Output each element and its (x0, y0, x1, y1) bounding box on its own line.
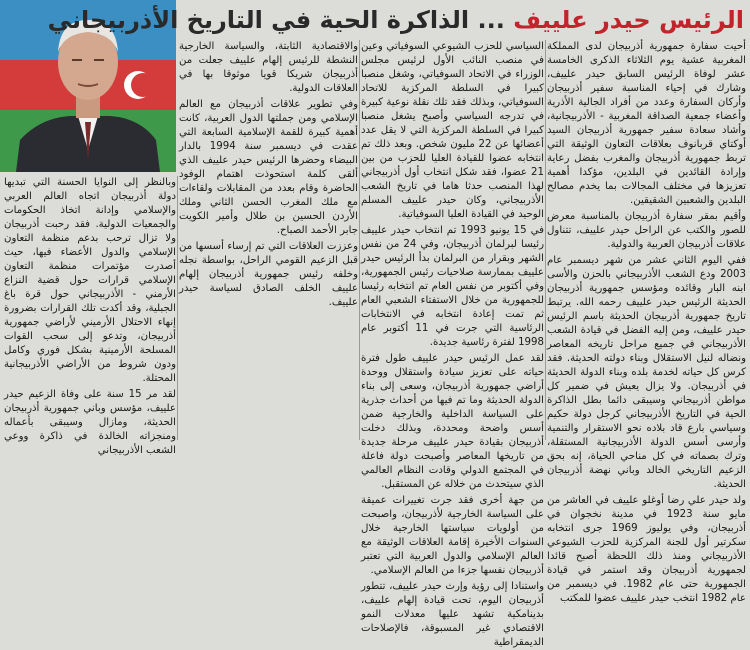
paragraph: وعززت العلاقات التي تم إرساء أسسها من قبل الزعيم القومي الراحل، بواسطة نجله وخلفه رئيس جمهورية أذربيجان إلهام علييف الخلف الصادق لسياسة حيدر علييف. (179, 241, 358, 308)
paragraph: واستنادا إلى رؤية وإرث حيدر علييف، تتطور أذربيجان اليوم، تحت قيادة إلهام علييف، بدينامكية تشهد عليها معدلات النمو الاقتصادي غير المسبوقة، فالإصلاحات الديمقراطية (361, 581, 544, 648)
paragraph: أحيت سفارة جمهورية أذربيجان لدى المملكة المغربية عشية يوم الثلاثاء الذكرى الخامسة عشر لوفاة الرئيس السابق حيدر علييف، وشارك في إحياء المناسبة سفير أذربيجان وأركان السفارة وعدد من أفراد الجالية الأذرية وأعضاء جمعية الصداقة المغربية - الأذربيجانية، وأشاد سعادة سفير جمهورية أذربيجان السيد أوكتاي قربانوف بعلاقات التعاون الوثيقة التي تربط جمهورية أذربيجان والمغرب بفضل رعاية وإرادة القائدين في البلدين، مؤكدا أهمية تعزيزها في مختلف المجالات بما يخدم مصالح البلدين والشعبين الشقيقين. (547, 41, 746, 206)
paragraph: وبالنظر إلى النوايا الحسنة التي تبديها دولة أذربيجان اتجاه العالم العربي والإسلامي وإدانة اتخاذ الحكومات والجمعيات الدولية. فقد رحبت أذربيجان ولا تزال ترحب بدعم منظمة التعاون الإسلامي والدول الأعضاء فيها، حيث أصدرت مؤتمرات منظمة التعاون الإسلامي قرارات حول قضية النزاع الأرمني - الأذربيجاني حول قرة باغ الجبلية، وقد أكدت تلك القرارات بضرورة إنهاء الاحتلال الأرميني لأراضي جمهورية أذربيجان، وتدعو إلى سحب القوات المسلحة الأرمينية بشكل فوري وكامل ودون شروط من الأراضي الأذربيجانية المحتلة. (4, 177, 176, 384)
paragraph: في 15 يونيو 1993 تم انتخاب حيدر علييف رئيسا لبرلمان أذربيجان، وفي 24 من نفس الشهر وبقرار من البرلمان بدأ الرئيس حيدر علييف بممارسة صلاحيات رئيس الجمهورية، وفي أكتوبر من نفس العام تم انتخابه رئيسا للجمهورية من خلال الاستفتاء الشعبي العام ثم تمت إعادة انتخابه في الانتخابات الرئاسية التي جرت في 11 أكتوبر عام 1998 لفترة رئاسية جديدة. (361, 225, 544, 348)
paragraph: ولد حيدر علي رضا أوغلو علييف في العاشر من مايو سنة 1923 في مدينة نخجوان في أذربيجان، وفي يوليوز 1969 جرى انتخابه سكرتير أول للجنة المركزية للحزب الشيوعي الأذربيجاني ومنذ ذلك اللحظة أصبح قائدا لجمهورية أذربيجان وقد استمر في قيادة الجمهورية حتى عام 1982. في ديسمبر من عام 1982 انتخب حيدر علييف عضوا للمكتب (547, 495, 746, 604)
column-divider (359, 40, 360, 440)
paragraph: لقد مر 15 سنة على وفاة الزعيم حيدر علييف، مؤسس وباني جمهورية أذربيجان الحديثة، ومازال وسيبقى بأعماله ومنجزاته الخالدة في ذاكرة ووعي الشعب الأذربيجاني (4, 389, 176, 456)
paragraph: والاقتصادية الثابتة، والسياسة الخارجية النشطة للرئيس إلهام علييف جعلت من أذربيجان شريكا قويا موثوقا بها في العلاقات الدولية. (179, 41, 358, 94)
headline-name: الرئيس حيدر علييف (513, 6, 744, 34)
paragraph: من جهة أخرى فقد جرت تغييرات عميقة على السياسة الخارجية لأذربيجان، واصبحت من أولويات سياستها الخارجية خلال السنوات الأخيرة إقامة العلاقات الوثيقة مع العالم الإسلامي والدول العربية التي تعتبر أذربيجان نفسها جزءا من العالم الإسلامي. (361, 495, 544, 576)
paragraph: وأقيم بمقر سفارة أذربيجان بالمناسبة معرض للصور والكتب عن الراحل حيدر علييف، تتناول علاقات أذربيجان العربية والدولية. (547, 211, 746, 250)
article-column-4 (4, 176, 176, 456)
photo-caption (176, 0, 177, 1)
article-column-2 (361, 40, 545, 648)
paragraph: ففي اليوم الثاني عشر من شهر ديسمبر عام 2003 ودع الشعب الأذربيجاني بالحزن والأسى ابنه البار وقائده ومؤسس جمهورية أذربيجان الحديثة الرئيس حيدر علييف رحمه الله. يرتبط تاريخ جمهورية أذربيجان الحديثة باسم الرئيس حيدر علييف، ومن إليه الفضل في قيادة الشعب الأذربيجاني في جميع مراحل تاريخه المعاصر ونضاله لنيل الاستقلال وبناء دولته الحديثة. فقد كرس كل حياته لخدمة بلده وبناء الدولة الحديثة في أذربيجان. ولا يزال يعيش في ضمير كل مواطن أذربيجاني وسيبقى دائما بطل الذاكرة الحية في التاريخ الأذربيجاني كرجل دولة حكيم وسياسي بارع قاد بلاده نحو الاستقرار والتنمية وأرسى أسس الدولة الأذربيجانية المستقلة، وترك بصماته في كل مناحي الحياة، إنه بحق الزعيم التاريخي الخالد وباني نهضة أذربيجان الحديثة. (547, 255, 746, 490)
headline-subtitle: ... الذاكرة الحية في التاريخ الأذربيجاني (47, 6, 505, 34)
paragraph: وفي تطوير علاقات أذربيجان مع العالم الإسلامي ومن جملتها الدول العربية، كانت أهمية كبيرة للقمة الإسلامية السابعة التي عقدت في ديسمبر سنة 1994 بالدار البيضاء وحضرها الرئيس حيدر علييف الذي ألقى كلمة استحوذت اهتمام الوفود الحاضرة وقام بعدد من المقابلات ولقاءات مع ملك المغرب الحسن الثاني وملك الأردن الحسين بن طلال وأمير الكويت جابر الأحمد الصباح. (179, 99, 358, 236)
paragraph: السياسي للحزب الشيوعي السوفياتي وعين في منصب النائب الأول لرئيس مجلس الوزراء في الاتحاد السوفياتي، وشغل منصبا كبيرا في السلطة المركزية للاتحاد السوفياتي، وبذلك فقد تلك نقلة نوعية كبيرة في تدرجه السياسي وأصبح يشغل منصبا كبيرا في السلطة المركزية التي لا يقل عدد أعضائها عن 22 مليون شخص. وبعد ذلك تم انتخابه عضوا للقيادة العليا للحزب من بين 21 عضوا، فقد شكل انتخاب أول أذربيجاني لهذا المنصب حدثا هاما في تاريخ الشعب الأذربيجاني، وكان حيدر علييف المسلم الوحيد في القيادة العليا السوفياتية. (361, 41, 545, 220)
paragraph: لقد عمل الرئيس حيدر علييف طول فترة حياته على تعزيز سيادة واستقلال ووحدة أراضي جمهورية أذربيجان، وسعى إلى بناء الدولة الحديثة وما تم فيها من أحداث جذرية على السياسة الداخلية والخارجية ضمن أسس واضحة ومحددة، وبذلك دخلت أذربيجان بقيادة حيدر علييف مرحلة جديدة من تاريخها المعاصر وأصبحت دولة فاعلة في المجتمع الدولي وقادت النظام العالمي الذي سيتحدث من خلاله عن المستقبل. (361, 353, 544, 490)
article-column-3 (179, 40, 358, 442)
column-divider (177, 176, 178, 440)
article-column-1 (547, 40, 746, 604)
column-divider (545, 40, 546, 440)
article-headline (47, 2, 744, 38)
